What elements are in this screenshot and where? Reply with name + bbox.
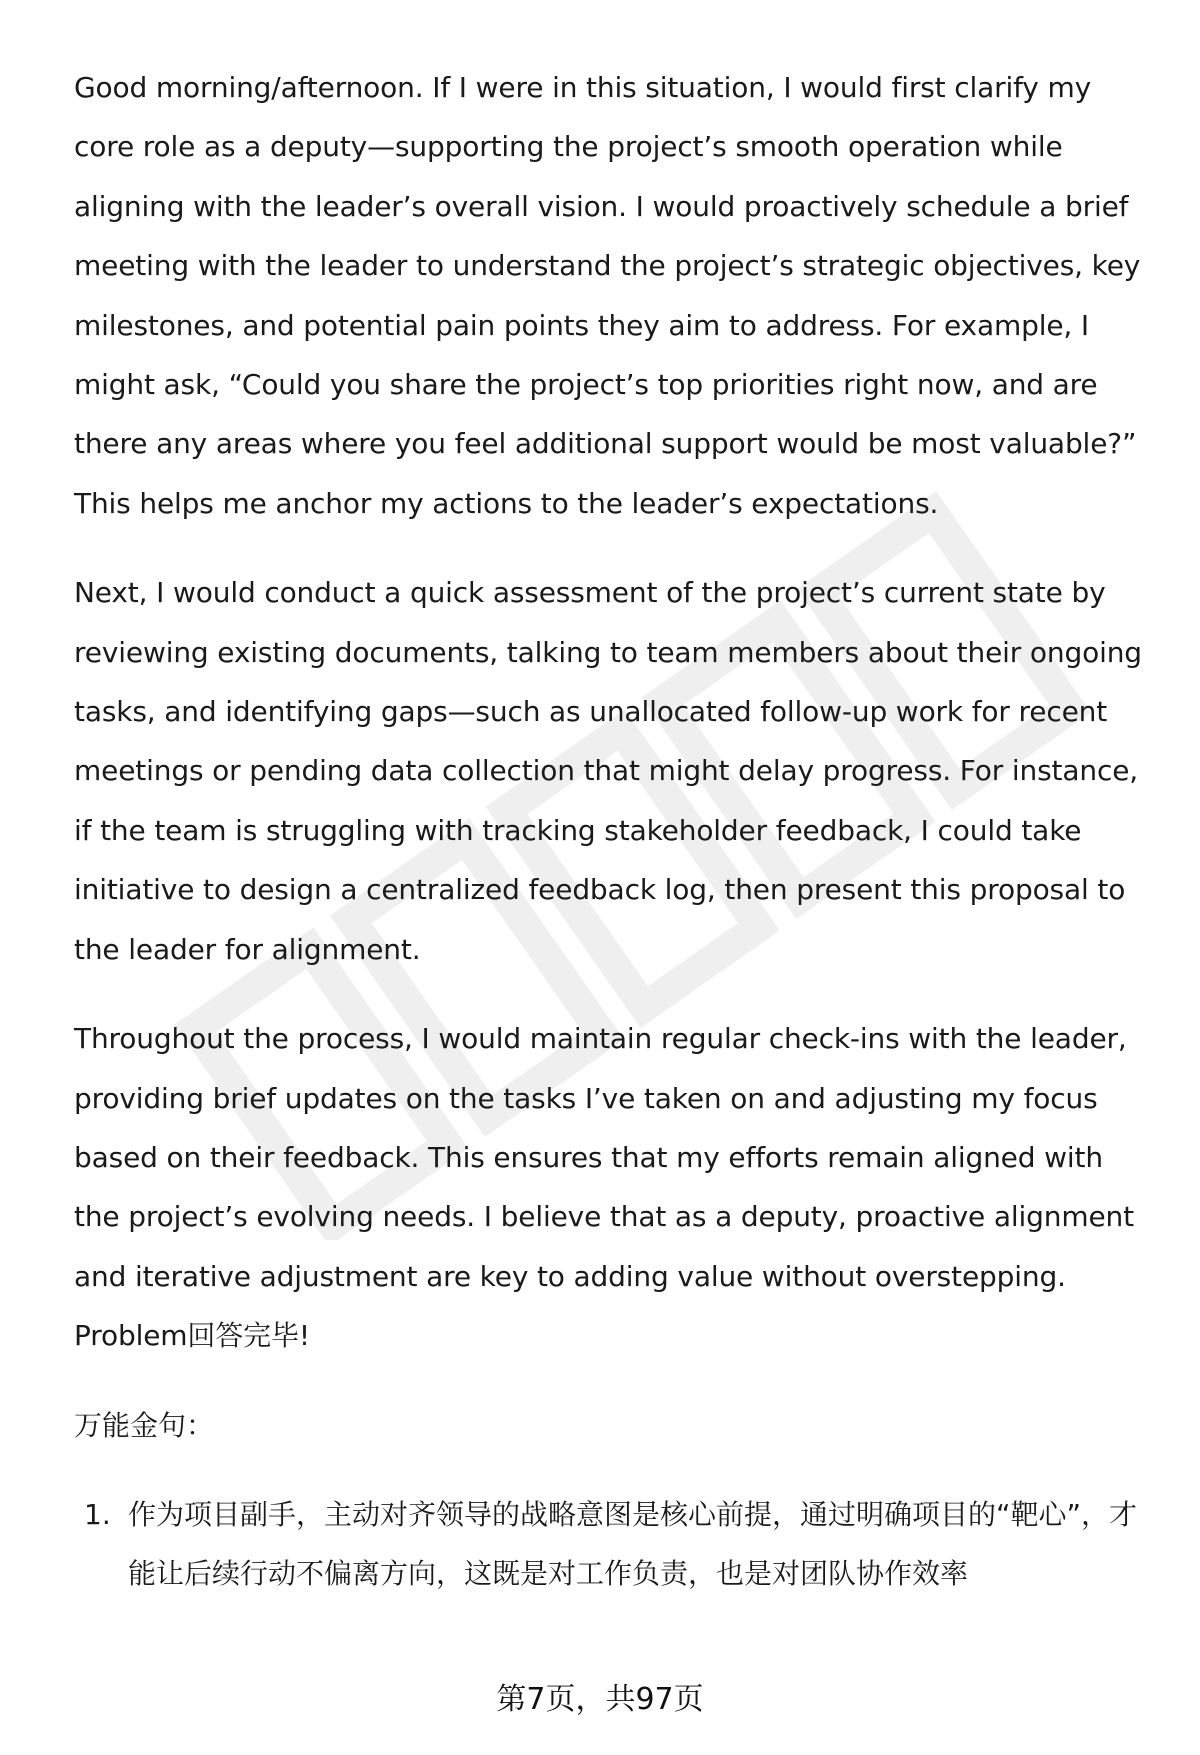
list-item-text: 作为项目副手，主动对齐领导的战略意图是核心前提，通过明确项目的“靶心”，才能让后续行动不偏离方向，这既是对工作负责，也是对团队协作效率 [128, 1497, 1138, 1591]
golden-sentences-list [74, 1485, 1154, 1604]
document-body [74, 58, 1154, 1604]
page-footer: 第7页，共97页 [496, 1682, 704, 1717]
paragraph-3: Throughout the process, I would maintain regular check-ins with the leader, providing brief updates on the tasks I’ve taken on and adjusting my focus based on their feedback. This ensures that my efforts remain aligned with the project’s evolving needs. I believe that as a deputy, proactive alignment and iterative adjustment are key to adding value without overstepping. Problem回答完毕! [74, 1022, 1134, 1353]
section-heading: 万能金句： [74, 1408, 215, 1442]
list-item [74, 1485, 1154, 1604]
paragraph-1: Good morning/afternoon. If I were in this situation, I would first clarify my core role as a deputy—supporting the project’s smooth operation while aligning with the leader’s overall vision. I would proactively schedule a brief meeting with the leader to understand the project’s strategic objectives, key milestones, and potential pain points they aim to address. For example, I might ask, “Could you share the project’s top priorities right now, and are there any areas where you feel additional support would be most valuable?” This helps me anchor my actions to the leader’s expectations. [74, 71, 1141, 520]
list-item-number: 1. [84, 1497, 111, 1531]
paragraph-2: Next, I would conduct a quick assessment of the project’s current state by reviewing existing documents, talking to team members about their ongoing tasks, and identifying gaps—such as unallocated follow-up work for recent meetings or pending data collection that might delay progress. For instance, if the team is struggling with tracking stakeholder feedback, I could take initiative to design a centralized feedback log, then present this proposal to the leader for alignment. [74, 576, 1142, 966]
